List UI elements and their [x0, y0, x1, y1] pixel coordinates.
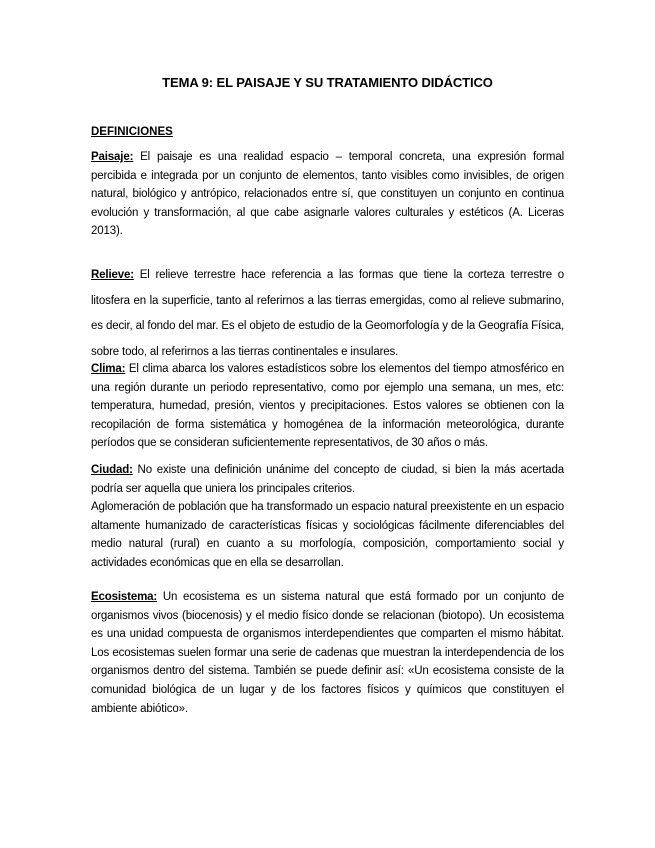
section-heading: DEFINICIONES	[91, 126, 173, 138]
ciudad-text: No existe una definición unánime del concepto de ciudad, si bien la más acertada podría ser aquella que uniera los principales criterios.	[91, 464, 564, 495]
definition-relieve	[91, 263, 564, 365]
term-ecosistema: Ecosistema:	[91, 591, 158, 603]
relieve-text: El relieve terrestre hace referencia a las formas que tiene la corteza terrestre o litosfera en la superficie, tanto al referirnos a las tierras emergidas, como al relieve submarino, es decir, al fondo del mar. Es el objeto de estudio de la Geomorfología y de la Geografía Física, sobre todo, al referirnos a las tierras continentales e insulares.	[91, 269, 564, 358]
paisaje-text: El paisaje es una realidad espacio – temporal concreta, una expresión formal percibida e integrada por un conjunto de elementos, tanto visibles como invisibles, de origen natural, biológico y antrópico, relacionados entre sí, que constituyen un conjunto en continua evolución y transformación, al que cabe asignarle valores culturales y estéticos (A. Liceras 2013).	[91, 151, 564, 238]
definition-clima	[91, 360, 564, 453]
ciudad-text-2: Aglomeración de población que ha transformado un espacio natural preexistente en un espacio altamente humanizado de características físicas y sociológicas fácilmente diferenciables del medio natural (rural) en cuanto a su morfología, composición, comportamiento social y actividades económicas que en ella se desarrollan.	[91, 501, 564, 569]
definition-ecosistema	[91, 588, 564, 718]
term-clima: Clima:	[91, 363, 126, 375]
definition-paisaje	[91, 148, 564, 241]
term-relieve: Relieve:	[91, 269, 134, 281]
term-ciudad: Ciudad:	[91, 464, 133, 476]
ecosistema-text: Un ecosistema es un sistema natural que está formado por un conjunto de organismos vivos (biocenosis) y el medio físico donde se relacionan (biotopo). Un ecosistema es una unidad compuesta de organismos interdependientes que comparten el mismo hábitat. Los ecosistemas suelen formar una serie de cadenas que muestran la interdependencia de los organismos dentro del sistema. También se puede definir así: «Un ecosistema consiste de la comunidad biológica de un lugar y de los factores físicos y químicos que constituyen el ambiente abiótico».	[91, 591, 564, 715]
term-paisaje: Paisaje:	[91, 151, 134, 163]
clima-text: El clima abarca los valores estadísticos sobre los elementos del tiempo atmosférico en una región durante un periodo representativo, como por ejemplo una semana, un mes, etc: temperatura, humedad, presión, vientos y precipitaciones. Estos valores se obtienen con la recopilación de forma sistemática y homogénea de la información meteorológica, durante períodos que se consideran suficientemente representativos, de 30 años o más.	[91, 363, 564, 450]
document-title: TEMA 9: EL PAISAJE Y SU TRATAMIENTO DIDÁCTICO	[162, 75, 493, 90]
definition-ciudad	[91, 461, 564, 573]
